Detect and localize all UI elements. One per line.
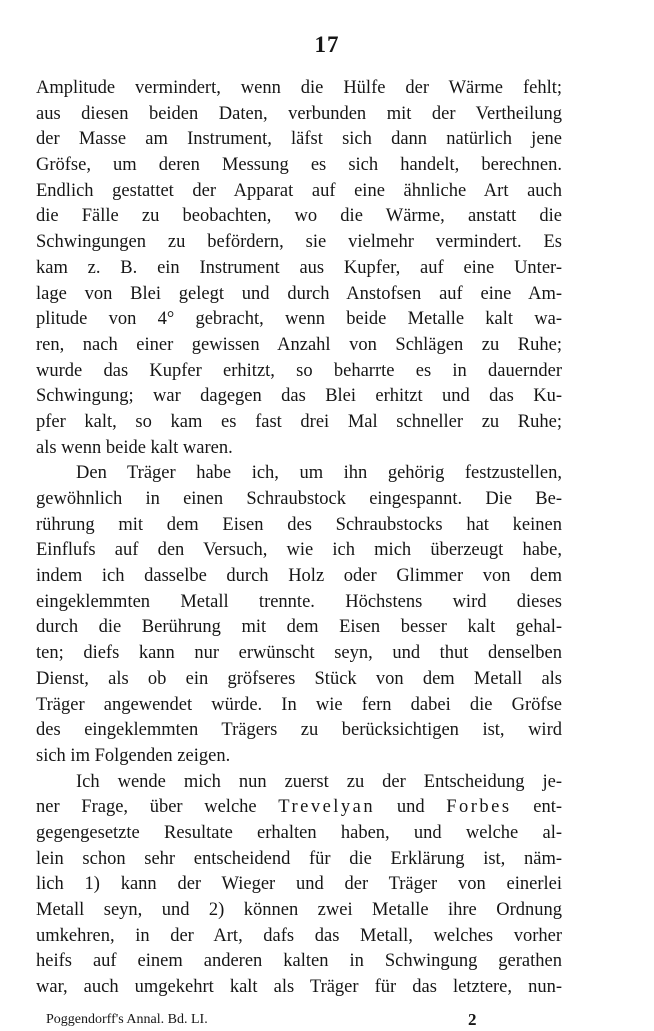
text-line: sich im Folgenden zeigen. [36, 745, 231, 766]
text-run: ent- [533, 797, 562, 818]
text-line: Schwingungen zu befördern, sie vielmehr vermindert. Es [36, 232, 562, 253]
body-text [36, 76, 562, 1001]
text-line: indem ich dasselbe durch Holz oder Glimmer von dem [36, 566, 562, 587]
text-line: pfer kalt, so kam es fast drei Mal schneller zu Ruhe; [36, 411, 562, 432]
text-line: aus diesen beiden Daten, verbunden mit der Vertheilung [36, 103, 562, 124]
text-line: als wenn beide kalt waren. [36, 437, 233, 458]
text-line: durch die Berührung mit dem Eisen besser kalt gehal- [36, 617, 562, 638]
author-name-forbes: Forbes [446, 797, 512, 818]
text-line: lich 1) kann der Wieger und der Träger von einerlei [36, 874, 562, 895]
text-line: lein schon sehr entscheidend für die Erklärung ist, näm- [36, 848, 562, 869]
footer-source: Poggendorff's Annal. Bd. LI. [46, 1012, 208, 1027]
text-line: Schwingung; war dagegen das Blei erhitzt und das Ku- [36, 386, 562, 407]
text-line: gegengesetzte Resultate erhalten haben, und welche al- [36, 822, 562, 843]
author-name-trevelyan: Trevelyan [278, 797, 376, 818]
text-line: rührung mit dem Eisen des Schraubstocks hat keinen [36, 514, 562, 535]
text-line: lage von Blei gelegt und durch Anstofsen auf eine Am- [36, 283, 562, 304]
text-line: heifs auf einem anderen kalten in Schwingung gerathen [36, 951, 562, 972]
text-line: Gröfse, um deren Messung es sich handelt, berechnen. [36, 155, 562, 176]
text-line: Amplitude vermindert, wenn die Hülfe der Wärme fehlt; [36, 78, 562, 98]
text-line: ren, nach einer gewissen Anzahl von Schlägen zu Ruhe; [36, 334, 562, 355]
text-line: kam z. B. ein Instrument aus Kupfer, auf eine Unter- [36, 257, 562, 278]
text-line: Einflufs auf den Versuch, wie ich mich überzeugt habe, [36, 540, 562, 561]
text-line: ten; diefs kann nur erwünscht seyn, und thut denselben [36, 643, 562, 664]
text-line: Metall seyn, und 2) können zwei Metalle ihre Ordnung [36, 900, 562, 920]
text-run: und [396, 797, 425, 818]
text-line: Dienst, als ob ein gröfseres Stück von dem Metall als [36, 668, 562, 689]
text-line: Endlich gestattet der Apparat auf eine ähnliche Art auch [36, 180, 562, 201]
text-line: umkehren, in der Art, dafs das Metall, welches vorher [36, 925, 562, 946]
footer-signature: 2 [468, 1010, 477, 1029]
text-line [36, 795, 562, 821]
text-line: eingeklemmten Metall trennte. Höchstens wird dieses [36, 591, 562, 612]
text-line: Ich wende mich nun zuerst zu der Entscheidung je- [76, 771, 562, 792]
text-line: der Masse am Instrument, läfst sich dann natürlich jene [36, 129, 562, 150]
text-line: des eingeklemmten Trägers zu berücksichtigen ist, wird [36, 720, 562, 741]
text-line: wurde das Kupfer erhitzt, so beharrte es in dauernder [36, 360, 562, 381]
text-line: gewöhnlich in einen Schraubstock eingespannt. Die Be- [36, 489, 562, 509]
page-number: 17 [314, 32, 340, 57]
text-line: Den Träger habe ich, um ihn gehörig festzustellen, [76, 463, 562, 484]
text-line: Träger angewendet würde. In wie fern dabei die Gröfse [36, 694, 562, 715]
text-run: ner Frage, über welche [36, 797, 257, 818]
text-line: war, auch umgekehrt kalt als Träger für das letztere, nun- [36, 977, 562, 998]
text-line: die Fälle zu beobachten, wo die Wärme, anstatt die [36, 206, 562, 227]
text-line: plitude von 4° gebracht, wenn beide Metalle kalt wa- [36, 309, 562, 330]
